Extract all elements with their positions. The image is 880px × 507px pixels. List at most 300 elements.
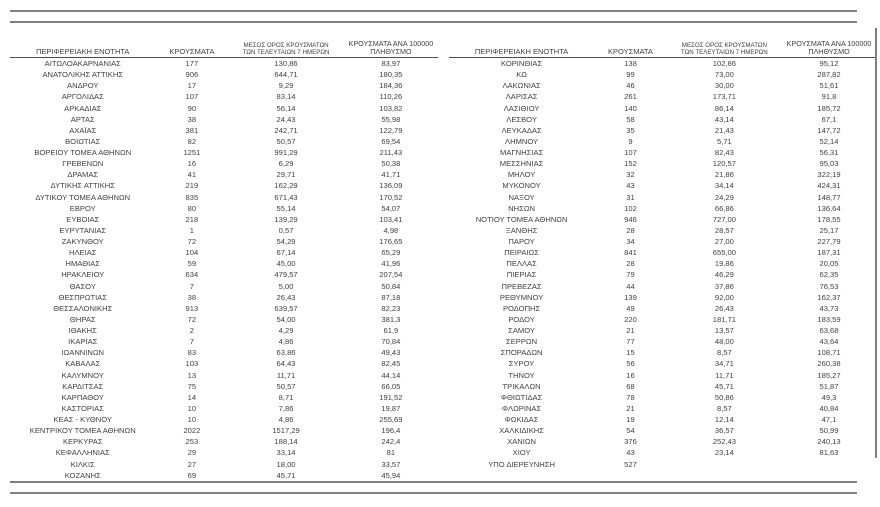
avg7-value: 46,29 [714,270,734,280]
table-row [10,58,438,69]
region-name: ΚΑΣΤΟΡΙΑΣ [61,403,104,413]
header-per100k-line2: ΠΛΗΘΥΣΜΟ [370,47,412,56]
region-name: ΚΟΡΙΝΘΙΑΣ [500,59,543,68]
cases-value: 1 [189,225,194,235]
cases-value: 913 [185,303,199,313]
region-name: ΜΗΛΟΥ [507,170,536,180]
cases-value: 43 [626,181,635,191]
region-name: ΥΠΟ ΔΙΕΡΕΥΝΗΣΗ [488,459,555,469]
avg7-value: 64,43 [276,359,296,369]
cases-value: 72 [187,237,197,246]
per100k-value: 41,96 [381,259,401,269]
region-name: ΘΕΣΠΡΩΤΙΑΣ [58,292,107,302]
per100k-value: 20,05 [819,259,839,269]
header-cases: ΚΡΟΥΣΜΑΤΑ [607,47,653,56]
per100k-value: 122,79 [379,125,403,135]
table-row [449,125,876,136]
cases-value: 177 [185,59,199,68]
table-row [10,192,438,203]
avg7-value: 37,86 [714,281,734,291]
table-row [449,114,876,125]
cases-value: 80 [187,203,197,213]
region-name: ΘΕΣΣΑΛΟΝΙΚΗΣ [53,303,113,313]
table-row [10,336,438,347]
region-name: ΜΥΚΟΝΟΥ [502,181,541,191]
region-name: ΑΧΑΪΑΣ [69,125,97,135]
per100k-value: 227,79 [817,237,841,246]
region-name: ΚΕΡΚΥΡΑΣ [62,437,103,447]
avg7-value: 188,14 [274,437,298,447]
cases-value: 253 [185,437,199,447]
cases-value: 376 [624,437,637,447]
avg7-value: 727,00 [712,214,736,224]
table-row [449,147,876,158]
avg7-value: 82,43 [714,148,734,157]
region-name: ΦΛΩΡΙΝΑΣ [501,403,542,413]
avg7-value: 5,71 [717,136,732,146]
cases-value: 103 [185,359,199,369]
region-name: ΚΑΡΠΑΘΟΥ [61,392,104,402]
table-row [10,403,438,414]
region-name: ΞΑΝΘΗΣ [505,225,538,235]
per100k-value: 211,43 [379,148,403,157]
header-avg7-line1: ΜΕΣΟΣ ΟΡΟΣ ΚΡΟΥΣΜΑΤΩΝ [681,41,767,49]
cases-value: 99 [626,70,635,80]
avg7-value: 18,00 [276,459,296,469]
avg7-value: 48,00 [714,337,734,347]
per100k-value: 52,14 [819,136,839,146]
table-row [449,269,876,280]
avg7-value: 9,29 [278,81,294,91]
per100k-value: 25,17 [819,225,839,235]
cases-value: 1251 [183,148,201,157]
region-name: ΒΟΡΕΙΟΥ ΤΟΜΕΑ ΑΘΗΝΩΝ [34,148,132,157]
table-row [449,392,876,403]
cases-value: 527 [624,459,637,469]
header-per100k [344,40,438,57]
table-row [10,370,438,381]
left-table [10,28,438,481]
cases-value: 21 [626,326,635,335]
cases-value: 38 [187,114,197,124]
avg7-value: 13,57 [714,326,734,335]
table-row [10,436,438,447]
cases-value: 261 [624,92,637,102]
table-row [10,347,438,358]
avg7-value: 181,71 [712,314,736,324]
region-name: ΠΕΙΡΑΙΩΣ [504,248,539,258]
avg7-value: 26,43 [714,303,734,313]
region-name: ΔΥΤΙΚΟΥ ΤΟΜΕΑ ΑΘΗΝΩΝ [35,192,131,202]
avg7-value: 50,57 [276,136,296,146]
region-name: ΔΥΤΙΚΗΣ ΑΤΤΙΚΗΣ [50,181,115,191]
avg7-value: 6,29 [278,159,294,169]
region-name: ΧΙΟΥ [512,448,531,458]
regional-cases-tables [10,28,876,481]
per100k-value: 33,57 [381,459,401,469]
region-name: ΘΑΣΟΥ [69,281,96,291]
per100k-value: 65,29 [381,248,401,258]
cases-value: 28 [626,225,635,235]
table-row [10,103,438,114]
cases-value: 27 [187,459,197,469]
avg7-value: 24,43 [276,114,296,124]
table-row [10,80,438,91]
table-row [10,136,438,147]
table-row [10,392,438,403]
avg7-value: 50,86 [714,392,734,402]
cases-value: 29 [187,448,197,458]
per100k-value: 50,99 [819,426,839,436]
avg7-value: 19,86 [714,259,734,269]
per100k-value: 322,19 [817,170,841,180]
cases-value: 83 [187,348,197,358]
table-row [10,114,438,125]
cases-value: 2 [189,326,194,335]
avg7-value: 11,71 [276,370,296,380]
per100k-value: 83,97 [381,59,401,68]
region-name: ΚΙΛΚΙΣ [70,459,95,469]
region-name: ΛΑΣΙΘΙΟΥ [503,103,540,113]
header-per100k-line1: ΚΡΟΥΣΜΑΤΑ ΑΝΑ 100000 [786,39,872,48]
cases-value: 69 [187,470,197,480]
per100k-value: 70,84 [381,337,401,347]
avg7-value: 73,00 [714,70,734,80]
table-row [10,314,438,325]
cases-value: 946 [624,214,637,224]
per100k-value: 424,31 [817,181,841,191]
per100k-value: 43,64 [819,337,839,347]
cases-value: 220 [624,314,637,324]
per100k-value: 87,18 [381,292,401,302]
table-row [449,436,876,447]
cases-value: 49 [626,303,635,313]
header-avg7-line1: ΜΕΣΟΣ ΟΡΟΣ ΚΡΟΥΣΜΑΤΩΝ [243,41,329,49]
per100k-value: 207,54 [379,270,403,280]
per100k-value: 110,26 [379,92,403,102]
avg7-value: 4,86 [278,337,294,347]
right-table-header [449,28,876,58]
region-name: ΛΑΡΙΣΑΣ [505,92,538,102]
table-row [10,147,438,158]
table-row [10,414,438,425]
cases-value: 7 [189,337,194,347]
per100k-value: 40,84 [819,403,839,413]
avg7-value: 86,14 [714,103,734,113]
cases-value: 152 [624,159,637,169]
per100k-value: 183,59 [817,314,841,324]
per100k-value: 82,45 [381,359,401,369]
right-table [449,28,876,481]
avg7-value: 644,71 [274,70,298,80]
right-table-body [449,58,876,470]
region-name: ΕΥΒΟΙΑΣ [66,214,100,224]
avg7-value: 139,29 [274,214,298,224]
avg7-value: 8,57 [717,403,732,413]
header-per100k-line2: ΠΛΗΘΥΣΜΟ [808,47,850,56]
table-row [449,69,876,80]
avg7-value: 130,86 [274,59,298,68]
cases-value: 13 [187,370,197,380]
cases-value: 31 [626,192,635,202]
cases-value: 43 [626,448,635,458]
per100k-value: 51,87 [819,381,839,391]
per100k-value: 95,03 [819,159,839,169]
table-row [449,281,876,292]
cases-value: 10 [187,403,197,413]
table-row [449,336,876,347]
table-row [449,169,876,180]
cases-value: 14 [187,392,197,402]
avg7-value: 45,71 [276,470,296,480]
region-name: ΔΡΑΜΑΣ [67,170,99,180]
cases-value: 44 [626,281,635,291]
region-name: ΚΑΒΑΛΑΣ [65,359,101,369]
region-name: ΡΟΔΟΥ [508,314,535,324]
cases-value: 59 [187,259,197,269]
region-name: ΗΜΑΘΙΑΣ [65,259,100,269]
per100k-value: 108,71 [817,348,841,358]
table-row [449,158,876,169]
per100k-value: 41,71 [381,170,401,180]
avg7-value: 54,29 [276,237,296,246]
cases-value: 16 [187,159,197,169]
cases-value: 34 [626,237,635,246]
avg7-value: 1517,29 [272,426,300,436]
table-row [449,414,876,425]
avg7-value: 4,86 [278,415,294,424]
avg7-value: 120,57 [712,159,736,169]
avg7-value: 655,00 [712,248,736,258]
avg7-value: 36,57 [714,426,734,436]
region-name: ΡΟΔΟΠΗΣ [502,303,541,313]
avg7-value: 639,57 [274,303,298,313]
region-name: ΧΑΛΚΙΔΙΚΗΣ [499,426,544,436]
cases-value: 138 [624,59,637,68]
cases-value: 107 [185,92,199,102]
per100k-value: 56,31 [819,148,839,157]
avg7-value: 34,14 [714,181,734,191]
region-name: ΦΩΚΙΔΑΣ [504,415,539,424]
region-name: ΣΥΡΟΥ [508,359,535,369]
avg7-value: 5,00 [278,281,294,291]
cases-value: 82 [187,136,197,146]
per100k-value: 19,87 [381,403,401,413]
per100k-value: 103,41 [379,214,403,224]
table-row [10,169,438,180]
table-row [449,58,876,69]
avg7-value: 21,86 [714,170,734,180]
cases-value: 17 [187,81,197,91]
bottom-rule-2 [10,492,857,494]
cases-value: 7 [189,281,194,291]
region-name: ΝΑΞΟΥ [508,192,535,202]
cases-value: 107 [624,148,637,157]
region-name: ΚΑΛΥΜΝΟΥ [61,370,104,380]
table-row [10,158,438,169]
avg7-value: 45,00 [276,259,296,269]
per100k-value: 45,94 [381,470,401,480]
table-row [449,236,876,247]
table-row [449,214,876,225]
region-name: ΑΡΤΑΣ [70,114,95,124]
table-row [449,91,876,102]
cases-value: 19 [626,415,635,424]
left-table-body [10,58,438,481]
cases-value: 218 [185,214,199,224]
cases-value: 10 [187,415,197,424]
region-name: ΘΗΡΑΣ [69,314,96,324]
per100k-value: 81,63 [819,448,839,458]
right-edge-rule [875,28,877,458]
per100k-value: 4,98 [383,225,399,235]
table-row [10,269,438,280]
region-name: ΡΕΘΥΜΝΟΥ [499,292,544,302]
cases-value: 634 [185,270,199,280]
per100k-value: 187,31 [817,248,841,258]
header-region: ΠΕΡΙΦΕΡΕΙΑΚΗ ΕΝΟΤΗΤΑ [36,47,130,56]
region-name: ΚΕΝΤΡΙΚΟΥ ΤΟΜΕΑ ΑΘΗΝΩΝ [29,426,136,436]
cases-value: 15 [626,348,635,358]
table-row [449,425,876,436]
table-row [449,103,876,114]
per100k-value: 47,1 [821,415,837,424]
cases-value: 2022 [183,426,201,436]
per100k-value: 242,4 [381,437,401,447]
per100k-value: 44,14 [381,370,401,380]
cases-value: 219 [185,181,199,191]
region-name: ΠΑΡΟΥ [508,237,535,246]
cases-value: 9 [628,136,633,146]
per100k-value: 287,82 [817,70,841,80]
table-row [449,370,876,381]
region-name: ΛΕΣΒΟΥ [506,114,537,124]
per100k-value: 91,8 [821,92,837,102]
table-row [449,381,876,392]
region-name: ΤΡΙΚΑΛΩΝ [502,381,541,391]
region-name: ΗΡΑΚΛΕΙΟΥ [61,270,105,280]
header-avg7 [667,42,782,57]
per100k-value: 178,55 [817,214,841,224]
avg7-value: 26,43 [276,292,296,302]
region-name: ΗΛΕΙΑΣ [69,248,97,258]
avg7-value: 30,00 [714,81,734,91]
region-name: ΜΕΣΣΗΝΙΑΣ [499,159,544,169]
avg7-value: 23,14 [714,448,734,458]
header-cases: ΚΡΟΥΣΜΑΤΑ [169,47,215,56]
per100k-value: 136,64 [817,203,841,213]
cases-value: 56 [626,359,635,369]
table-row [10,303,438,314]
avg7-value: 55,14 [276,203,296,213]
cases-value: 102 [624,203,637,213]
cases-value: 21 [626,403,635,413]
cases-value: 54 [626,426,635,436]
region-name: ΚΑΡΔΙΤΣΑΣ [62,381,104,391]
table-row [10,236,438,247]
per100k-value: 185,72 [817,103,841,113]
region-name: ΕΥΡΥΤΑΝΙΑΣ [59,225,107,235]
region-name: ΑΡΚΑΔΙΑΣ [64,103,102,113]
cases-value: 72 [187,314,197,324]
region-name: ΑΝΑΤΟΛΙΚΗΣ ΑΤΤΙΚΗΣ [42,70,124,80]
avg7-value: 34,71 [714,359,734,369]
header-avg7 [228,42,344,57]
table-row [10,459,438,470]
table-row [10,281,438,292]
region-name: ΠΙΕΡΙΑΣ [506,270,537,280]
table-row [10,69,438,80]
per100k-value: 184,36 [379,81,403,91]
avg7-value: 173,71 [712,92,736,102]
region-name: ΝΗΣΩΝ [508,203,535,213]
avg7-value: 33,14 [276,448,296,458]
region-name: ΒΟΙΩΤΙΑΣ [65,136,101,146]
region-name: ΑΙΤΩΛΟΑΚΑΡΝΑΝΙΑΣ [44,59,121,68]
region-name: ΛΕΥΚΑΔΑΣ [501,125,542,135]
table-row [10,203,438,214]
avg7-value: 67,14 [276,248,296,258]
avg7-value: 21,43 [714,125,734,135]
avg7-value: 63,86 [276,348,296,358]
avg7-value: 45,71 [714,381,734,391]
per100k-value: 162,37 [817,292,841,302]
cases-value: 32 [626,170,635,180]
avg7-value: 7,86 [278,403,294,413]
avg7-value: 50,57 [276,381,296,391]
avg7-value: 92,00 [714,292,734,302]
avg7-value: 8,71 [278,392,294,402]
header-per100k-line1: ΚΡΟΥΣΜΑΤΑ ΑΝΑ 100000 [348,39,434,48]
table-row [10,358,438,369]
cases-value: 28 [626,259,635,269]
cases-value: 68 [626,381,635,391]
per100k-value: 148,77 [817,192,841,202]
region-name: ΛΑΚΩΝΙΑΣ [502,81,541,91]
table-row [449,203,876,214]
per100k-value: 49,3 [821,392,837,402]
per100k-value: 49,43 [381,348,401,358]
top-rule-1 [10,10,857,12]
per100k-value: 76,53 [819,281,839,291]
cases-value: 835 [185,192,199,202]
table-row [449,447,876,458]
table-row [10,225,438,236]
cases-value: 906 [185,70,199,80]
table-row [449,403,876,414]
per100k-value: 260,38 [817,359,841,369]
avg7-value: 162,29 [274,181,298,191]
header-region: ΠΕΡΙΦΕΡΕΙΑΚΗ ΕΝΟΤΗΤΑ [474,47,569,56]
avg7-value: 102,86 [712,59,736,68]
table-row [449,136,876,147]
per100k-value: 255,69 [379,415,403,424]
avg7-value: 11,71 [715,370,734,380]
per100k-value: 61,9 [383,326,399,335]
table-row [449,258,876,269]
avg7-value [667,459,782,470]
region-name: ΓΡΕΒΕΝΩΝ [62,159,104,169]
cases-value: 381 [185,125,199,135]
per100k-value: 66,05 [381,381,401,391]
table-row [10,91,438,102]
region-name: ΣΠΟΡΑΔΩΝ [500,348,543,358]
region-name: ΠΡΕΒΕΖΑΣ [501,281,542,291]
cases-value: 79 [626,270,635,280]
region-name: ΙΚΑΡΙΑΣ [68,337,98,347]
region-name: ΛΗΜΝΟΥ [505,136,539,146]
avg7-value: 28,57 [714,225,734,235]
